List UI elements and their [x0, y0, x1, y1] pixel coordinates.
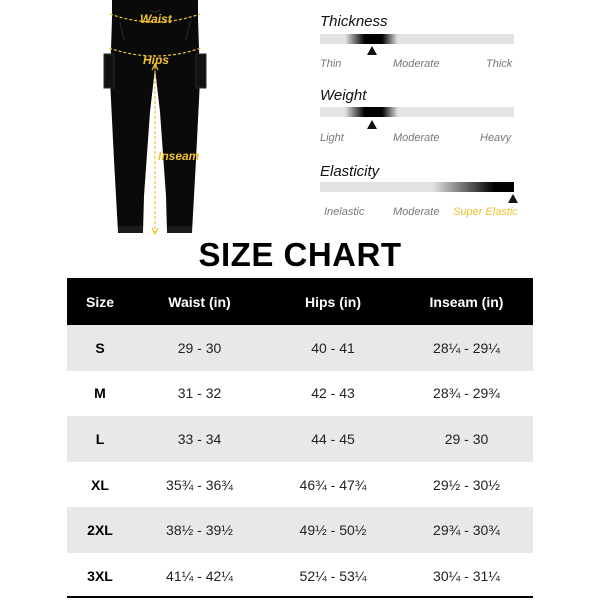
inseam-label: Inseam — [158, 149, 200, 163]
table-row — [67, 416, 533, 462]
elasticity-label-inelastic: Inelastic — [324, 206, 365, 218]
pants-illustration — [100, 0, 210, 242]
table-header-row — [67, 278, 533, 325]
weight-title: Weight — [320, 87, 367, 104]
weight-marker-icon — [367, 120, 377, 129]
hips-cell: 42 - 43 — [266, 371, 400, 417]
hips-cell: 49½ - 50½ — [266, 507, 400, 553]
size-cell: 3XL — [67, 553, 133, 599]
size-cell: M — [67, 371, 133, 417]
inseam-cell: 29 - 30 — [400, 416, 533, 462]
elasticity-label-moderate: Moderate — [393, 206, 440, 218]
waist-cell: 33 - 34 — [133, 416, 266, 462]
size-cell: S — [67, 325, 133, 371]
weight-label-moderate: Moderate — [393, 132, 440, 144]
inseam-cell: 28¼ - 29¼ — [400, 325, 533, 371]
waist-cell: 38½ - 39½ — [133, 507, 266, 553]
weight-scale-bar — [320, 107, 514, 117]
table-row — [67, 371, 533, 417]
inseam-cell: 29¾ - 30¾ — [400, 507, 533, 553]
weight-label-heavy: Heavy — [480, 132, 512, 144]
elasticity-label-super-elastic: Super Elastic — [453, 206, 518, 218]
inseam-cell: 29½ - 30½ — [400, 462, 533, 508]
size-cell: L — [67, 416, 133, 462]
weight-label-light: Light — [320, 132, 344, 144]
table-bottom-rule — [67, 596, 533, 598]
size-cell: XL — [67, 462, 133, 508]
waist-cell: 31 - 32 — [133, 371, 266, 417]
size-chart-title: SIZE CHART — [198, 236, 402, 273]
hips-cell: 40 - 41 — [266, 325, 400, 371]
hips-cell: 52¼ - 53¼ — [266, 553, 400, 599]
waist-label: Waist — [140, 12, 172, 26]
inseam-cell: 28¾ - 29¾ — [400, 371, 533, 417]
waist-cell: 35¾ - 36¾ — [133, 462, 266, 508]
thickness-marker-icon — [367, 46, 377, 55]
elasticity-marker-icon — [508, 194, 518, 203]
thickness-label-thin: Thin — [320, 58, 342, 70]
header-size: Size — [67, 278, 133, 325]
header-inseam: Inseam (in) — [400, 278, 533, 325]
inseam-cell: 30¼ - 31¼ — [400, 553, 533, 599]
thickness-label-moderate: Moderate — [393, 58, 440, 70]
hips-cell: 44 - 45 — [266, 416, 400, 462]
thickness-title: Thickness — [320, 13, 388, 30]
hips-cell: 46¾ - 47¾ — [266, 462, 400, 508]
table-row — [67, 462, 533, 508]
thickness-label-thick: Thick — [486, 58, 513, 70]
elasticity-scale-bar — [320, 182, 514, 192]
header-hips: Hips (in) — [266, 278, 400, 325]
elasticity-title: Elasticity — [320, 163, 380, 180]
table-row — [67, 325, 533, 371]
thickness-scale-bar — [320, 34, 514, 44]
table-row — [67, 553, 533, 599]
size-cell: 2XL — [67, 507, 133, 553]
hips-label: Hips — [143, 53, 170, 67]
header-waist: Waist (in) — [133, 278, 266, 325]
waist-cell: 29 - 30 — [133, 325, 266, 371]
size-table — [67, 278, 533, 599]
table-row — [67, 507, 533, 553]
waist-cell: 41¼ - 42¼ — [133, 553, 266, 599]
